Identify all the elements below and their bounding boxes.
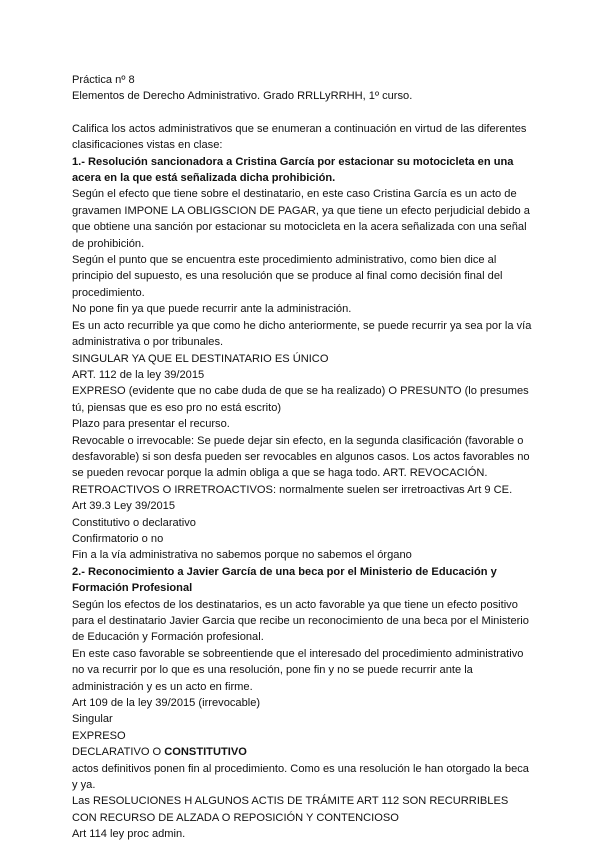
s1-paragraph: RETROACTIVOS O IRRETROACTIVOS: normalmente suelen ser irretroactivas Art 9 CE. — [72, 483, 513, 496]
s1-paragraph: Es un acto recurrible ya que como he dicho anteriormente, se puede recurrir ya sea por la vía administrativa o por tribunales. — [72, 319, 532, 349]
s1-paragraph: Plazo para presentar el recurso. — [72, 418, 230, 431]
s2-paragraph: Singular — [72, 713, 113, 726]
s1-paragraph: Confirmatorio o no — [72, 532, 164, 545]
section-1-heading — [72, 154, 532, 187]
instructions: Califica los actos administrativos que se enumeran a continuación en virtud de las diferentes clasificaciones vistas en clase: — [72, 122, 527, 152]
s1-paragraph: ART. 112 de la ley 39/2015 — [72, 368, 205, 381]
s1-paragraph: Art 39.3 Ley 39/2015 — [72, 500, 176, 513]
s2-paragraph: actos definitivos ponen fin al procedimiento. Como es una resolución le han otorgado la beca y ya. — [72, 762, 529, 792]
s1-paragraph: EXPRESO (evidente que no cabe duda de que se ha realizado) O PRESUNTO (lo presumes tú, piensas que es eso pro no está escrito) — [72, 385, 529, 414]
s2-paragraph: Art 109 de la ley 39/2015 (irrevocable) — [72, 697, 261, 710]
practice-title: Práctica nº 8 — [72, 74, 135, 86]
section-2-heading — [72, 564, 532, 597]
s1-paragraph: Fin a la vía administrativa no sabemos porque no sabemos el órgano — [72, 549, 412, 562]
section-2-heading-text: 2.- Reconocimiento a Javier García de una beca por el Ministerio de Educación y Formación Profesional — [72, 565, 497, 595]
spacer — [72, 105, 532, 121]
section-1-heading-text: 1.- Resolución sancionadora a Cristina García por estacionar su motocicleta en una acera en la que está señalizada dicha prohibición. — [72, 155, 514, 185]
document-page — [72, 72, 532, 843]
constitutivo-text: CONSTITUTIVO — [164, 746, 247, 759]
s2-paragraph: En este caso favorable se sobreentiende que el interesado del procedimiento administrativo no va recurrir por lo que es una resolución, pone fin y no se puede recurrir ante la administración y es un acto en firme. — [72, 647, 524, 693]
s2-paragraph: Según los efectos de los destinatarios, es un acto favorable ya que tiene un efecto positivo para el destinatario Javier Garcia que recibe un reconocimiento de una beca por el Ministerio de Educación y Formación profesional. — [72, 598, 529, 644]
s2-paragraph: Las RESOLUCIONES H ALGUNOS ACTIS DE TRÁMITE ART 112 SON RECURRIBLES CON RECURSO DE ALZADA O REPOSICIÓN Y CONTENCIOSO — [72, 795, 509, 824]
s2-paragraph — [72, 744, 532, 760]
s1-paragraph: No pone fin ya que puede recurrir ante la administración. — [72, 303, 352, 316]
s1-paragraph: Revocable o irrevocable: Se puede dejar sin efecto, en la segunda clasificación (favorable o desfavorable) si son desfa pueden ser revocables en algunos casos. Los actos favorables no se pueden revocar porque la admin obliga a que se haga todo. ART. REVOCACIÓN. — [72, 434, 530, 480]
s1-paragraph: Constitutivo o declarativo — [72, 516, 196, 529]
s2-paragraph: Art 114 ley proc admin. — [72, 828, 186, 841]
s2-paragraph: EXPRESO — [72, 729, 126, 742]
s1-paragraph: SINGULAR YA QUE EL DESTINATARIO ES ÚNICO — [72, 352, 329, 365]
s1-paragraph: Según el punto que se encuentra este procedimiento administrativo, como bien dice al principio del supuesto, es una resolución que se produce al final como decisión final del procedimiento. — [72, 254, 503, 299]
declarativo-text: DECLARATIVO O — [72, 746, 165, 759]
course-subtitle: Elementos de Derecho Administrativo. Grado RRLLyRRHH, 1º curso. — [72, 90, 413, 103]
s1-paragraph: Según el efecto que tiene sobre el destinatario, en este caso Cristina García es un acto de gravamen IMPONE LA OBLIGSCION DE PAGAR, ya que tiene un efecto perjudicial debido a que obtiene una sanción por estacionar su motocicleta en la acera señalizada con una señal de prohibición. — [72, 188, 530, 250]
